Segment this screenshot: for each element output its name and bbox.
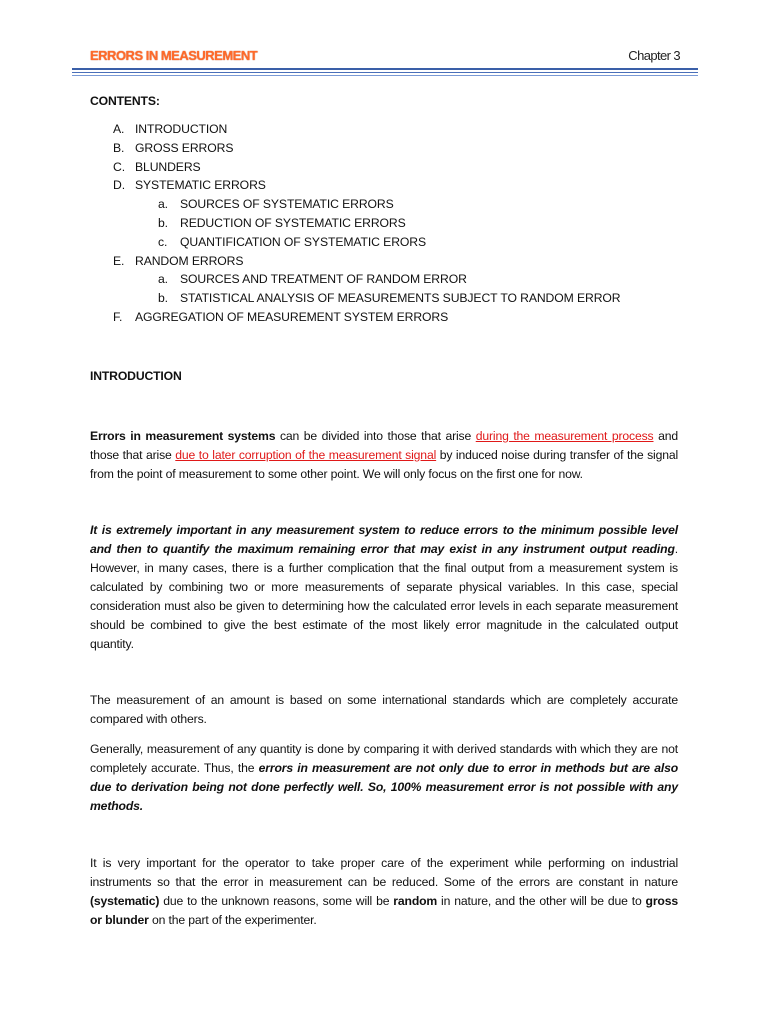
text-run: on the part of the experimenter. bbox=[148, 913, 317, 927]
red-underlined-phrase: during the measurement process bbox=[475, 429, 654, 443]
text-run: can be divided into those that arise bbox=[275, 429, 476, 443]
intro-paragraph-2 bbox=[90, 521, 678, 654]
toc-marker: C. bbox=[113, 159, 125, 174]
toc-text: STATISTICAL ANALYSIS OF MEASUREMENTS SUBJECT TO RANDOM ERROR bbox=[180, 291, 621, 306]
header-chapter: Chapter 3 bbox=[628, 48, 680, 63]
toc-marker: a. bbox=[158, 197, 168, 212]
toc-text: REDUCTION OF SYSTEMATIC ERRORS bbox=[180, 215, 406, 230]
text-run: and those that arise bbox=[90, 429, 678, 462]
intro-paragraph-4 bbox=[90, 740, 678, 816]
toc-text: INTRODUCTION bbox=[135, 122, 228, 136]
text-run: Generally, measurement of any quantity is done by comparing it with derived standards with which they are not completely accurate. Thus, the bbox=[90, 742, 678, 775]
red-underlined-phrase: due to later corruption of the measurement signal bbox=[175, 448, 437, 462]
toc-marker: b. bbox=[158, 215, 168, 230]
toc-text: QUANTIFICATION OF SYSTEMATIC ERORS bbox=[180, 234, 427, 249]
intro-paragraph-5 bbox=[90, 854, 678, 930]
contents-label: CONTENTS: bbox=[90, 94, 160, 108]
toc-marker: F. bbox=[113, 309, 123, 324]
intro-paragraph-1 bbox=[90, 427, 678, 484]
header-rule-thick bbox=[72, 68, 698, 70]
text-run: in nature, and the other will be due to bbox=[437, 894, 646, 908]
bold-term: gross or blunder bbox=[90, 894, 678, 927]
page-header bbox=[90, 44, 680, 66]
bold-italic-emphasis: errors in measurement are not only due to error in methods but are also due to derivation being not done perfectly well. So, 100% measurement error is not possible with any methods. bbox=[90, 761, 678, 813]
toc-text: GROSS ERRORS bbox=[135, 140, 234, 155]
toc-marker: c. bbox=[158, 234, 168, 249]
toc-text: BLUNDERS bbox=[135, 159, 201, 174]
toc-marker: a. bbox=[158, 272, 168, 287]
intro-paragraph-3: The measurement of an amount is based on some international standards which are completely accurate compared with others. bbox=[90, 693, 678, 726]
header-rule-thin bbox=[72, 72, 698, 73]
toc-text: SYSTEMATIC ERRORS bbox=[135, 178, 266, 193]
toc-marker: D. bbox=[113, 178, 125, 193]
text-run: It is very important for the operator to take proper care of the experiment while performing on industrial instruments so that the error in measurement can be reduced. Some of the errors are constant in nature bbox=[90, 856, 678, 889]
toc-text: AGGREGATION OF MEASUREMENT SYSTEM ERRORS bbox=[135, 309, 449, 324]
toc-marker: B. bbox=[113, 140, 125, 155]
toc-text: SOURCES OF SYSTEMATIC ERRORS bbox=[180, 197, 394, 212]
toc-text: SOURCES AND TREATMENT OF RANDOM ERROR bbox=[180, 272, 467, 287]
toc-marker: E. bbox=[113, 253, 125, 268]
bold-term: (systematic) bbox=[90, 894, 160, 908]
text-run: . However, in many cases, there is a further complication that the final output from a measurement system is calculated by combining two or more measurements of separate physical variables. In this case, special consideration must also be given to determining how the calculated error levels in each separate measurement should be combined to give the best estimate of the most likely error magnitude in the calculated output quantity. bbox=[90, 542, 678, 651]
toc-marker: A. bbox=[113, 122, 125, 136]
bold-lead: Errors in measurement systems bbox=[90, 429, 276, 443]
text-run: by induced noise during transfer of the signal from the point of measurement to some other point. We will only focus on the first one for now. bbox=[90, 448, 679, 481]
header-rule-light bbox=[72, 75, 698, 76]
bold-italic-emphasis: It is extremely important in any measurement system to reduce errors to the minimum possible level and then to quantify the maximum remaining error that may exist in any instrument output reading bbox=[90, 523, 678, 556]
text-run: due to the unknown reasons, some will be bbox=[159, 894, 394, 908]
introduction-heading: INTRODUCTION bbox=[90, 369, 182, 383]
header-title: ERRORS IN MEASUREMENT bbox=[90, 48, 258, 63]
toc-marker: b. bbox=[158, 291, 168, 306]
toc-text: RANDOM ERRORS bbox=[135, 253, 244, 268]
bold-term: random bbox=[393, 894, 438, 908]
